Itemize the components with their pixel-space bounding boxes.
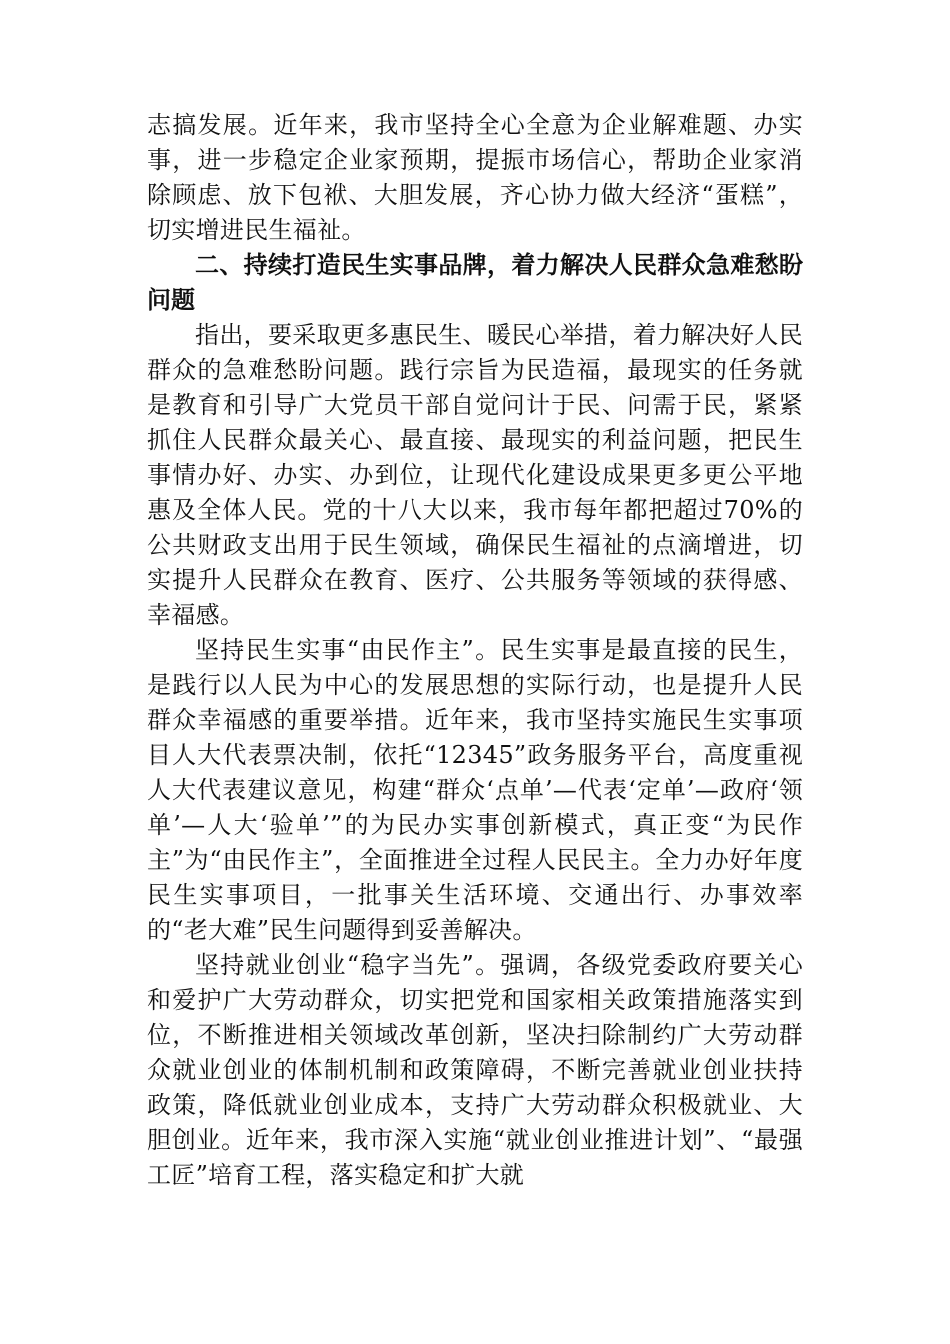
section-heading: 二、持续打造民生实事品牌，着力解决人民群众急难愁盼问题 [147, 251, 803, 314]
paragraph: 坚持民生实事“由民作主”。民生实事是最直接的民生，是践行以人民为中心的发展思想的实际行动，也是提升人民群众幸福感的重要举措。近年来，我市坚持实施民生实事项目人大代表票决制，依托“12345”政务服务平台，高度重视人大代表建议意见，构建“群众‘点单’—代表‘定单’—政府‘领单’—人大‘验单’”的为民办实事创新模式，真正变“为民作主”为“由民作主”，全面推进全过程人民民主。全力办好年度民生实事项目，一批事关生活环境、交通出行、办事效率的“老大难”民生问题得到妥善解决。 [147, 636, 803, 944]
document-body [147, 108, 803, 1193]
paragraph: 指出，要采取更多惠民生、暖民心举措，着力解决好人民群众的急难愁盼问题。践行宗旨为民造福，最现实的任务就是教育和引导广大党员干部自觉问计于民、问需于民，紧紧抓住人民群众最关心、最直接、最现实的利益问题，把民生事情办好、办实、办到位，让现代化建设成果更多更公平地惠及全体人民。党的十八大以来，我市每年都把超过70%的公共财政支出用于民生领域，确保民生福祉的点滴增进，切实提升人民群众在教育、医疗、公共服务等领域的获得感、幸福感。 [147, 321, 803, 629]
paragraph-continuation: 志搞发展。近年来，我市坚持全心全意为企业解难题、办实事，进一步稳定企业家预期，提振市场信心，帮助企业家消除顾虑、放下包袱、大胆发展，齐心协力做大经济“蛋糕”，切实增进民生福祉。 [147, 111, 803, 244]
paragraph: 坚持就业创业“稳字当先”。强调，各级党委政府要关心和爱护广大劳动群众，切实把党和国家相关政策措施落实到位，不断推进相关领域改革创新，坚决扫除制约广大劳动群众就业创业的体制机制和政策障碍，不断完善就业创业扶持政策，降低就业创业成本，支持广大劳动群众积极就业、大胆创业。近年来，我市深入实施“就业创业推进计划”、“最强工匠”培育工程，落实稳定和扩大就 [147, 951, 803, 1189]
